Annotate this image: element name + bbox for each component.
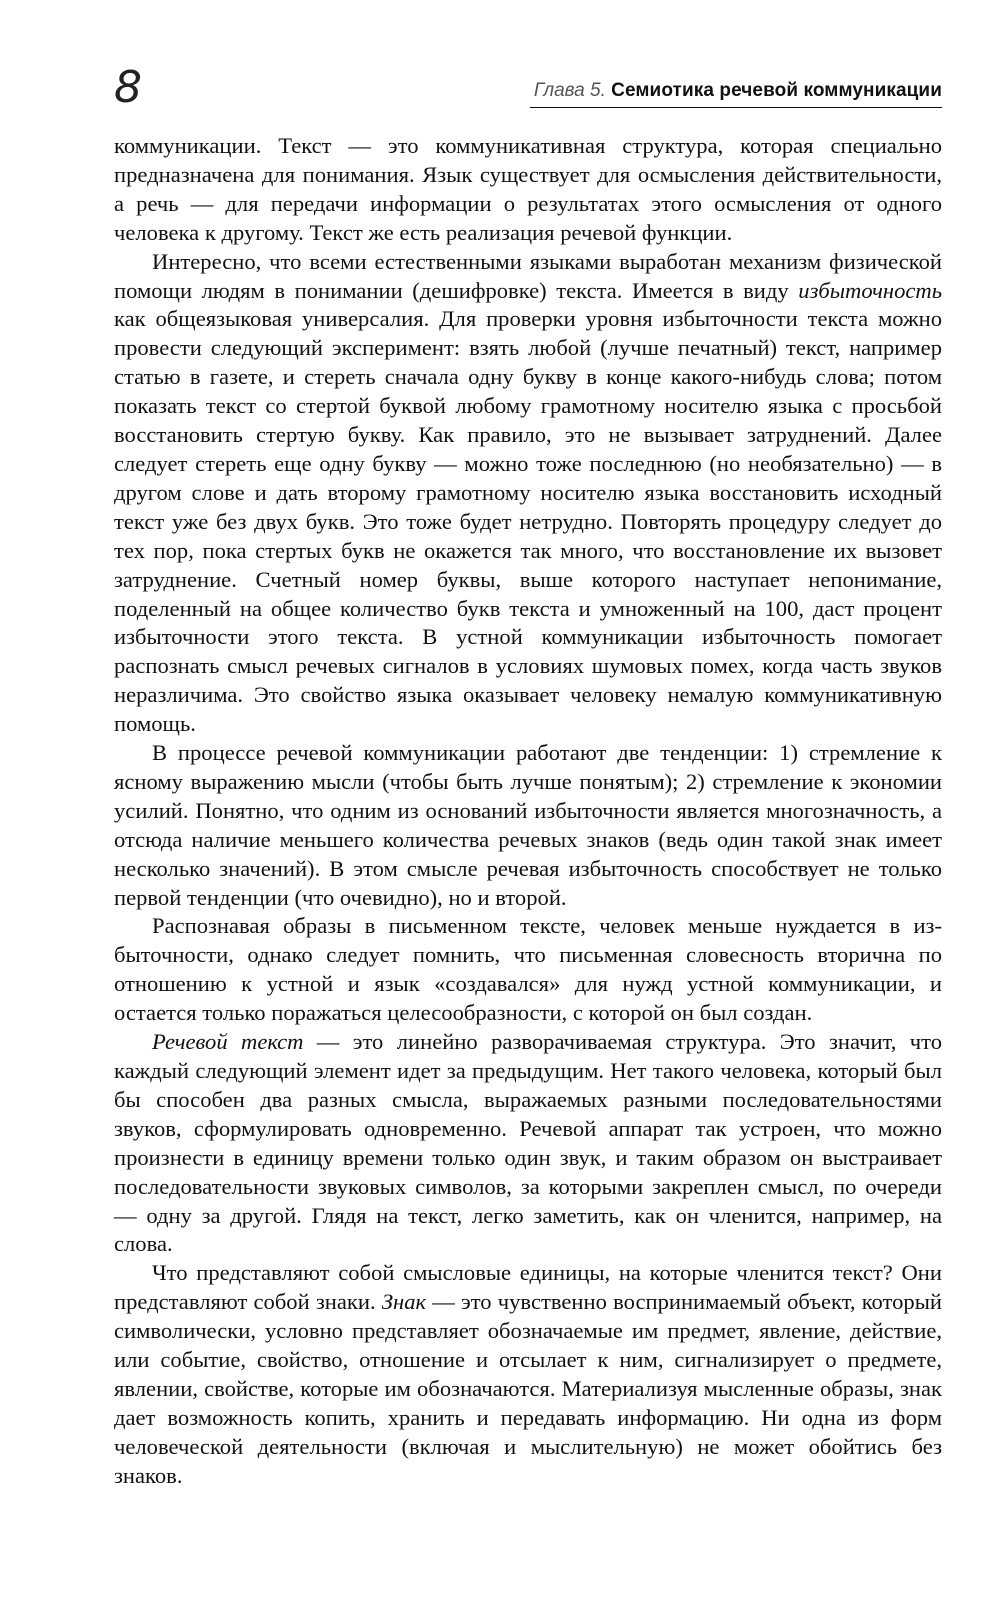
term-emphasis: Речевой текст — [152, 1029, 304, 1055]
term-emphasis: Знак — [381, 1289, 427, 1315]
paragraph — [114, 1028, 942, 1259]
paragraph-text: коммуникации. Текст — это коммуникативная структура, которая специально предназначена для понимания. Язык существует для осмысления действительности, а речь — для передачи информации о результатах этого осмысления от одного человека к другому. Текст же есть реализация речевой функции. — [114, 133, 942, 245]
paragraph — [114, 1259, 942, 1490]
paragraph — [114, 248, 942, 739]
paragraph — [114, 132, 942, 248]
paragraph-text: Что представляют собой смысловые единицы, на которые членится текст? Они представляют собой знаки. — [114, 1260, 942, 1315]
paragraph-text: Интересно, что всеми естественными языками выработан механизм физической помощи людям в понимании (дешифровке) текста. Имеется в виду — [114, 248, 942, 303]
paragraph — [114, 739, 942, 912]
paragraph-text: как общеязыковая универсалия. Для проверки уровня избыточности текста можно провести следующий эксперимент: взять любой (лучше печатный) текст, например статью в газете, и стереть сначала одну букву в конце какого-нибудь слова; потом показать текст со стертой буквой любому грамотному носителю языка с просьбой восстановить стертую букву. Как правило, это не вызывает затруднений. Далее следует стереть еще одну букву — можно тоже последнюю (но необязательно) — в другом слове и дать второму грамотному носителю языка восстановить исходный текст уже без двух букв. Это тоже будет нетрудно. Повторять процедуру следует до тех пор, пока стертых букв не окажется так много, что восстановление их вызовет затруднение. Счетный номер буквы, выше которого наступает непонимание, поделенный на общее количество букв текста и умноженный на 100, даст процент избыточности этого текста. В устной коммуникации избыточность помогает распознать смысл речевых сигналов в условиях шумовых помех, когда часть звуков неразличима. Это свойство языка оказывает человеку немалую коммуникативную помощь. — [114, 306, 942, 737]
paragraph-text: Распознавая образы в письменном тексте, человек меньше нуждается в избыточности, однако следует помнить, что письменная словесность вторична по отношению к устной и язык «создавался» для нужд устной коммуникации, и остается только поражаться целесообразности, с которой он был создан. — [114, 913, 942, 1026]
running-head — [534, 80, 942, 102]
page-number: 8 — [114, 62, 142, 113]
term-emphasis: избыточность — [798, 277, 942, 303]
body-text — [114, 132, 942, 1491]
chapter-label: Глава 5. — [533, 80, 606, 101]
paragraph-text: — это чувственно воспринимаемый объект, который символически, условно представляет обозначаемые им предмет, явление, действие, или событие, свойство, отношение и отсылает к ним, сигнализирует о предмете, явлении, свойстве, которые им обозначаются. Материализуя мысленные образы, знак дает возможность копить, хранить и передавать информацию. Ни одна из форм человеческой деятельности (включая и мыслительную) не может обойтись без знаков. — [114, 1289, 942, 1488]
paragraph-text: — это линейно разворачиваемая структура. Это значит, что каждый следующий элемент идет за предыдущим. Нет такого человека, который был бы способен два разных смысла, выражаемых разными последовательностями звуков, сформулировать одновременно. Речевой аппарат так устроен, что можно произнести в единицу времени только один звук, и таким образом он выстраивает последовательности звуковых символов, за которыми закреплен смысл, по очереди — одну за другой. Глядя на текст, легко заметить, как он членится, например, на слова. — [114, 1029, 943, 1257]
paragraph-text: В процессе речевой коммуникации работают две тенденции: 1) стремление к ясному выражению мысли (чтобы быть лучше понятым); 2) стремление к экономии усилий. Понятно, что одним из оснований избыточности является многозначность, а отсюда наличие меньшего количества речевых знаков (ведь один такой знак имеет несколько значений). В этом смысле речевая избыточность способствует не только первой тенденции (что очевидно), но и второй. — [114, 740, 942, 910]
chapter-title: Семиотика речевой коммуникации — [611, 80, 942, 101]
paragraph — [114, 912, 942, 1028]
header-rule — [530, 107, 942, 108]
